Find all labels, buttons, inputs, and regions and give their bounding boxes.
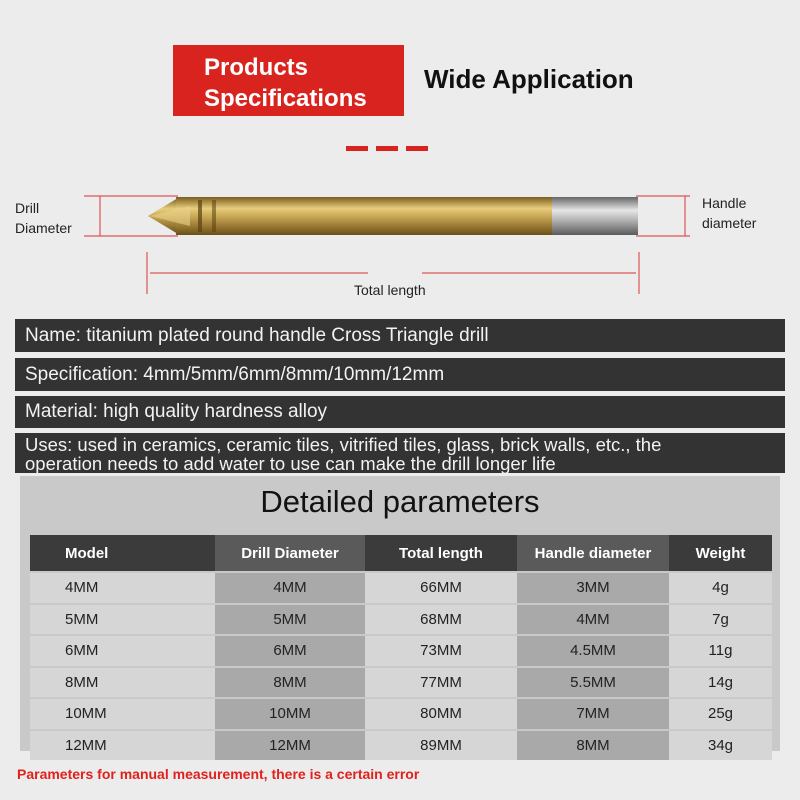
- header-drill-diameter: Drill Diameter: [215, 535, 365, 572]
- cell-total-length: 77MM: [365, 667, 517, 699]
- cell-drill-diameter: 12MM: [215, 730, 365, 761]
- cell-model: 10MM: [30, 698, 215, 730]
- header-title-line2: Specifications: [204, 85, 367, 112]
- info-material: Material: high quality hardness alloy: [15, 396, 785, 428]
- info-specification: Specification: 4mm/5mm/6mm/8mm/10mm/12mm: [15, 358, 785, 391]
- cell-total-length: 80MM: [365, 698, 517, 730]
- cell-total-length: 66MM: [365, 572, 517, 604]
- cell-weight: 25g: [669, 698, 772, 730]
- cell-drill-diameter: 10MM: [215, 698, 365, 730]
- table-header-row: [30, 535, 772, 572]
- cell-handle-diameter: 4MM: [517, 604, 669, 636]
- cell-handle-diameter: 4.5MM: [517, 635, 669, 667]
- parameters-table: [30, 535, 772, 760]
- drill-diagram: [0, 0, 800, 320]
- cell-handle-diameter: 8MM: [517, 730, 669, 761]
- cell-handle-diameter: 3MM: [517, 572, 669, 604]
- header-handle-diameter: Handle diameter: [517, 535, 669, 572]
- table-row: [30, 667, 772, 699]
- header-model: Model: [30, 535, 215, 572]
- cell-weight: 34g: [669, 730, 772, 761]
- total-length-label: Total length: [354, 282, 426, 298]
- drill-bit: [148, 197, 638, 235]
- table-row: [30, 635, 772, 667]
- table-row: [30, 604, 772, 636]
- info-name: Name: titanium plated round handle Cross Triangle drill: [15, 319, 785, 352]
- header-weight: Weight: [669, 535, 772, 572]
- table-row: [30, 730, 772, 761]
- cell-total-length: 89MM: [365, 730, 517, 761]
- header-title-line1: Products: [204, 54, 309, 81]
- parameters-title: Detailed parameters: [260, 484, 540, 519]
- cell-model: 5MM: [30, 604, 215, 636]
- cell-weight: 14g: [669, 667, 772, 699]
- cell-drill-diameter: 4MM: [215, 572, 365, 604]
- handle-diameter-label: Handle diameter: [702, 195, 757, 231]
- cell-weight: 7g: [669, 604, 772, 636]
- cell-weight: 4g: [669, 572, 772, 604]
- header-subtitle: Wide Application: [424, 64, 634, 94]
- table-row: [30, 572, 772, 604]
- cell-model: 8MM: [30, 667, 215, 699]
- cell-drill-diameter: 6MM: [215, 635, 365, 667]
- drill-diameter-label: Drill Diameter: [15, 200, 72, 236]
- cell-model: 6MM: [30, 635, 215, 667]
- cell-handle-diameter: 7MM: [517, 698, 669, 730]
- cell-drill-diameter: 8MM: [215, 667, 365, 699]
- cell-model: 4MM: [30, 572, 215, 604]
- cell-weight: 11g: [669, 635, 772, 667]
- cell-total-length: 68MM: [365, 604, 517, 636]
- header-total-length: Total length: [365, 535, 517, 572]
- cell-model: 12MM: [30, 730, 215, 761]
- cell-drill-diameter: 5MM: [215, 604, 365, 636]
- footer-note: Parameters for manual measurement, there is a certain error: [17, 766, 420, 782]
- cell-total-length: 73MM: [365, 635, 517, 667]
- cell-handle-diameter: 5.5MM: [517, 667, 669, 699]
- table-row: [30, 698, 772, 730]
- info-uses: Uses: used in ceramics, ceramic tiles, vitrified tiles, glass, brick walls, etc., the operation needs to add water to use can make the drill longer life: [15, 433, 785, 473]
